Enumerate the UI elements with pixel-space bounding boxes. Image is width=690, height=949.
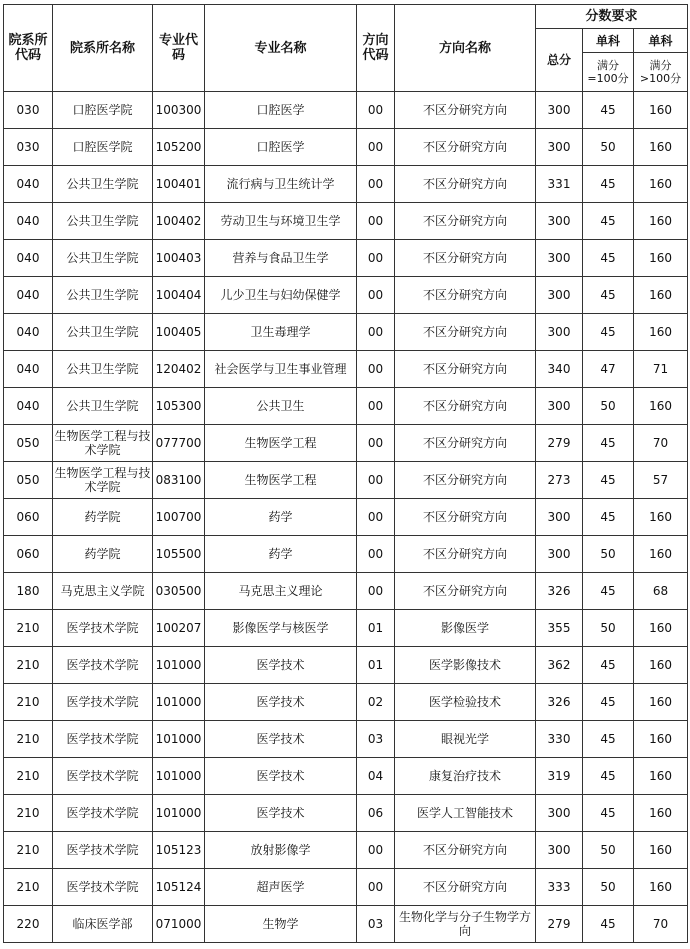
table-row bbox=[4, 832, 688, 869]
dir-name-cell: 不区分研究方向 bbox=[395, 869, 536, 906]
dir-name-cell: 医学检验技术 bbox=[395, 684, 536, 721]
dept-name-cell: 生物医学工程与技术学院 bbox=[53, 462, 153, 499]
dept-code-cell: 040 bbox=[4, 240, 53, 277]
total-score-cell: 300 bbox=[536, 795, 583, 832]
header-single-2-sub: 满分>100分 bbox=[634, 53, 688, 92]
single-score-1-cell: 45 bbox=[583, 166, 634, 203]
total-score-cell: 300 bbox=[536, 240, 583, 277]
total-score-cell: 326 bbox=[536, 573, 583, 610]
total-score-cell: 300 bbox=[536, 129, 583, 166]
header-dept-code: 院系所代码 bbox=[4, 5, 53, 92]
total-score-cell: 330 bbox=[536, 721, 583, 758]
dept-code-cell: 050 bbox=[4, 462, 53, 499]
table-row bbox=[4, 277, 688, 314]
dept-code-cell: 210 bbox=[4, 869, 53, 906]
single-score-2-cell: 160 bbox=[634, 388, 688, 425]
single-score-2-cell: 160 bbox=[634, 721, 688, 758]
dir-name-cell: 生物化学与分子生物学方向 bbox=[395, 906, 536, 943]
dept-code-cell: 030 bbox=[4, 129, 53, 166]
dir-name-cell: 不区分研究方向 bbox=[395, 166, 536, 203]
single-score-2-cell: 71 bbox=[634, 351, 688, 388]
dir-name-cell: 不区分研究方向 bbox=[395, 129, 536, 166]
single-score-1-cell: 45 bbox=[583, 277, 634, 314]
total-score-cell: 300 bbox=[536, 536, 583, 573]
major-name-cell: 公共卫生 bbox=[205, 388, 357, 425]
total-score-cell: 300 bbox=[536, 203, 583, 240]
total-score-cell: 300 bbox=[536, 92, 583, 129]
table-row bbox=[4, 647, 688, 684]
dir-name-cell: 不区分研究方向 bbox=[395, 240, 536, 277]
total-score-cell: 300 bbox=[536, 388, 583, 425]
major-code-cell: 105300 bbox=[153, 388, 205, 425]
header-total: 总分 bbox=[536, 29, 583, 92]
single-score-1-cell: 45 bbox=[583, 684, 634, 721]
major-code-cell: 105500 bbox=[153, 536, 205, 573]
major-name-cell: 马克思主义理论 bbox=[205, 573, 357, 610]
dept-code-cell: 030 bbox=[4, 92, 53, 129]
major-code-cell: 100404 bbox=[153, 277, 205, 314]
single-score-2-cell: 160 bbox=[634, 536, 688, 573]
single-score-2-cell: 160 bbox=[634, 684, 688, 721]
table-row bbox=[4, 684, 688, 721]
major-name-cell: 流行病与卫生统计学 bbox=[205, 166, 357, 203]
dir-code-cell: 00 bbox=[357, 499, 395, 536]
dir-code-cell: 04 bbox=[357, 758, 395, 795]
single-score-1-cell: 45 bbox=[583, 314, 634, 351]
total-score-cell: 331 bbox=[536, 166, 583, 203]
dir-name-cell: 不区分研究方向 bbox=[395, 314, 536, 351]
dir-code-cell: 00 bbox=[357, 462, 395, 499]
dept-code-cell: 060 bbox=[4, 536, 53, 573]
single-score-2-cell: 160 bbox=[634, 129, 688, 166]
header-score-req: 分数要求 bbox=[536, 5, 688, 29]
single-score-1-cell: 50 bbox=[583, 129, 634, 166]
dept-code-cell: 040 bbox=[4, 388, 53, 425]
single-score-2-cell: 68 bbox=[634, 573, 688, 610]
dir-name-cell: 不区分研究方向 bbox=[395, 832, 536, 869]
major-code-cell: 120402 bbox=[153, 351, 205, 388]
header-row-1 bbox=[4, 5, 688, 29]
single-score-2-cell: 70 bbox=[634, 425, 688, 462]
dir-name-cell: 不区分研究方向 bbox=[395, 92, 536, 129]
single-score-1-cell: 45 bbox=[583, 425, 634, 462]
table-row bbox=[4, 795, 688, 832]
table-row bbox=[4, 92, 688, 129]
dept-name-cell: 公共卫生学院 bbox=[53, 351, 153, 388]
dept-code-cell: 040 bbox=[4, 277, 53, 314]
single-score-1-cell: 45 bbox=[583, 573, 634, 610]
single-score-1-cell: 50 bbox=[583, 610, 634, 647]
dir-name-cell: 不区分研究方向 bbox=[395, 462, 536, 499]
single-score-2-cell: 160 bbox=[634, 314, 688, 351]
dept-code-cell: 210 bbox=[4, 795, 53, 832]
single-score-1-cell: 45 bbox=[583, 721, 634, 758]
dir-code-cell: 00 bbox=[357, 425, 395, 462]
single-score-1-cell: 45 bbox=[583, 92, 634, 129]
major-name-cell: 医学技术 bbox=[205, 758, 357, 795]
major-name-cell: 口腔医学 bbox=[205, 129, 357, 166]
dept-code-cell: 050 bbox=[4, 425, 53, 462]
major-code-cell: 100402 bbox=[153, 203, 205, 240]
dept-name-cell: 公共卫生学院 bbox=[53, 166, 153, 203]
header-dir-code: 方向代码 bbox=[357, 5, 395, 92]
major-name-cell: 影像医学与核医学 bbox=[205, 610, 357, 647]
major-name-cell: 超声医学 bbox=[205, 869, 357, 906]
major-code-cell: 100403 bbox=[153, 240, 205, 277]
table-row bbox=[4, 906, 688, 943]
single-score-2-cell: 160 bbox=[634, 795, 688, 832]
single-score-1-cell: 47 bbox=[583, 351, 634, 388]
dept-code-cell: 210 bbox=[4, 832, 53, 869]
dept-code-cell: 040 bbox=[4, 314, 53, 351]
single-score-2-cell: 160 bbox=[634, 758, 688, 795]
dir-name-cell: 不区分研究方向 bbox=[395, 425, 536, 462]
dept-name-cell: 公共卫生学院 bbox=[53, 240, 153, 277]
major-name-cell: 医学技术 bbox=[205, 647, 357, 684]
dir-name-cell: 医学影像技术 bbox=[395, 647, 536, 684]
table-row bbox=[4, 129, 688, 166]
single-score-2-cell: 160 bbox=[634, 647, 688, 684]
major-code-cell: 100401 bbox=[153, 166, 205, 203]
dir-name-cell: 不区分研究方向 bbox=[395, 277, 536, 314]
major-code-cell: 101000 bbox=[153, 795, 205, 832]
single-score-1-cell: 45 bbox=[583, 203, 634, 240]
major-name-cell: 药学 bbox=[205, 536, 357, 573]
major-name-cell: 生物医学工程 bbox=[205, 462, 357, 499]
single-score-2-cell: 160 bbox=[634, 203, 688, 240]
table-row bbox=[4, 203, 688, 240]
total-score-cell: 319 bbox=[536, 758, 583, 795]
dept-code-cell: 210 bbox=[4, 758, 53, 795]
major-code-cell: 105200 bbox=[153, 129, 205, 166]
total-score-cell: 355 bbox=[536, 610, 583, 647]
table-row bbox=[4, 573, 688, 610]
dir-code-cell: 00 bbox=[357, 166, 395, 203]
single-score-2-cell: 160 bbox=[634, 277, 688, 314]
dept-name-cell: 医学技术学院 bbox=[53, 610, 153, 647]
major-name-cell: 卫生毒理学 bbox=[205, 314, 357, 351]
table-row bbox=[4, 499, 688, 536]
dir-code-cell: 00 bbox=[357, 314, 395, 351]
single-score-2-cell: 160 bbox=[634, 166, 688, 203]
header-dept-name: 院系所名称 bbox=[53, 5, 153, 92]
dept-name-cell: 口腔医学院 bbox=[53, 129, 153, 166]
table-row bbox=[4, 166, 688, 203]
major-code-cell: 100405 bbox=[153, 314, 205, 351]
dept-name-cell: 药学院 bbox=[53, 499, 153, 536]
single-score-2-cell: 160 bbox=[634, 240, 688, 277]
total-score-cell: 300 bbox=[536, 832, 583, 869]
single-score-2-cell: 70 bbox=[634, 906, 688, 943]
major-name-cell: 社会医学与卫生事业管理 bbox=[205, 351, 357, 388]
header-dir-name: 方向名称 bbox=[395, 5, 536, 92]
table-row bbox=[4, 721, 688, 758]
score-requirements-table bbox=[3, 4, 688, 943]
dir-code-cell: 00 bbox=[357, 573, 395, 610]
dept-name-cell: 医学技术学院 bbox=[53, 832, 153, 869]
major-code-cell: 030500 bbox=[153, 573, 205, 610]
table-row bbox=[4, 536, 688, 573]
dir-code-cell: 00 bbox=[357, 129, 395, 166]
dept-name-cell: 口腔医学院 bbox=[53, 92, 153, 129]
dept-code-cell: 180 bbox=[4, 573, 53, 610]
major-code-cell: 101000 bbox=[153, 721, 205, 758]
single-score-1-cell: 50 bbox=[583, 388, 634, 425]
dept-name-cell: 临床医学部 bbox=[53, 906, 153, 943]
major-code-cell: 100700 bbox=[153, 499, 205, 536]
table-row bbox=[4, 758, 688, 795]
dept-name-cell: 医学技术学院 bbox=[53, 647, 153, 684]
single-score-1-cell: 45 bbox=[583, 906, 634, 943]
total-score-cell: 279 bbox=[536, 425, 583, 462]
dept-name-cell: 医学技术学院 bbox=[53, 721, 153, 758]
dept-code-cell: 210 bbox=[4, 721, 53, 758]
single-score-1-cell: 45 bbox=[583, 499, 634, 536]
single-score-2-cell: 160 bbox=[634, 610, 688, 647]
single-score-1-cell: 45 bbox=[583, 462, 634, 499]
table-row bbox=[4, 240, 688, 277]
major-name-cell: 生物医学工程 bbox=[205, 425, 357, 462]
table-row bbox=[4, 314, 688, 351]
single-score-1-cell: 50 bbox=[583, 869, 634, 906]
major-code-cell: 071000 bbox=[153, 906, 205, 943]
dir-name-cell: 不区分研究方向 bbox=[395, 203, 536, 240]
major-name-cell: 药学 bbox=[205, 499, 357, 536]
single-score-1-cell: 50 bbox=[583, 536, 634, 573]
single-score-1-cell: 50 bbox=[583, 832, 634, 869]
dept-name-cell: 医学技术学院 bbox=[53, 684, 153, 721]
dept-code-cell: 060 bbox=[4, 499, 53, 536]
table-row bbox=[4, 869, 688, 906]
major-code-cell: 105124 bbox=[153, 869, 205, 906]
dept-name-cell: 医学技术学院 bbox=[53, 758, 153, 795]
dept-code-cell: 040 bbox=[4, 351, 53, 388]
dir-code-cell: 06 bbox=[357, 795, 395, 832]
table-row bbox=[4, 610, 688, 647]
major-name-cell: 放射影像学 bbox=[205, 832, 357, 869]
total-score-cell: 273 bbox=[536, 462, 583, 499]
total-score-cell: 362 bbox=[536, 647, 583, 684]
major-code-cell: 100300 bbox=[153, 92, 205, 129]
total-score-cell: 279 bbox=[536, 906, 583, 943]
dir-code-cell: 00 bbox=[357, 203, 395, 240]
dept-name-cell: 公共卫生学院 bbox=[53, 314, 153, 351]
dir-name-cell: 不区分研究方向 bbox=[395, 536, 536, 573]
dir-name-cell: 不区分研究方向 bbox=[395, 499, 536, 536]
single-score-1-cell: 45 bbox=[583, 647, 634, 684]
header-major-code: 专业代码 bbox=[153, 5, 205, 92]
total-score-cell: 340 bbox=[536, 351, 583, 388]
dir-code-cell: 00 bbox=[357, 351, 395, 388]
major-code-cell: 100207 bbox=[153, 610, 205, 647]
dir-name-cell: 康复治疗技术 bbox=[395, 758, 536, 795]
total-score-cell: 300 bbox=[536, 314, 583, 351]
table-row bbox=[4, 388, 688, 425]
dir-name-cell: 不区分研究方向 bbox=[395, 388, 536, 425]
dir-code-cell: 00 bbox=[357, 92, 395, 129]
dept-code-cell: 040 bbox=[4, 203, 53, 240]
dir-name-cell: 医学人工智能技术 bbox=[395, 795, 536, 832]
dept-name-cell: 医学技术学院 bbox=[53, 795, 153, 832]
dir-code-cell: 01 bbox=[357, 647, 395, 684]
dept-name-cell: 公共卫生学院 bbox=[53, 277, 153, 314]
dept-code-cell: 210 bbox=[4, 610, 53, 647]
dept-code-cell: 220 bbox=[4, 906, 53, 943]
dir-code-cell: 01 bbox=[357, 610, 395, 647]
dept-code-cell: 040 bbox=[4, 166, 53, 203]
single-score-2-cell: 57 bbox=[634, 462, 688, 499]
single-score-1-cell: 45 bbox=[583, 795, 634, 832]
major-name-cell: 儿少卫生与妇幼保健学 bbox=[205, 277, 357, 314]
dir-code-cell: 00 bbox=[357, 277, 395, 314]
dept-name-cell: 生物医学工程与技术学院 bbox=[53, 425, 153, 462]
dir-name-cell: 影像医学 bbox=[395, 610, 536, 647]
dir-name-cell: 眼视光学 bbox=[395, 721, 536, 758]
major-code-cell: 083100 bbox=[153, 462, 205, 499]
major-code-cell: 105123 bbox=[153, 832, 205, 869]
header-single-1: 单科 bbox=[583, 29, 634, 53]
dept-name-cell: 药学院 bbox=[53, 536, 153, 573]
header-single-1-sub: 满分=100分 bbox=[583, 53, 634, 92]
single-score-2-cell: 160 bbox=[634, 92, 688, 129]
dept-name-cell: 公共卫生学院 bbox=[53, 388, 153, 425]
single-score-1-cell: 45 bbox=[583, 240, 634, 277]
dir-name-cell: 不区分研究方向 bbox=[395, 351, 536, 388]
dir-code-cell: 03 bbox=[357, 906, 395, 943]
dir-code-cell: 00 bbox=[357, 388, 395, 425]
dept-name-cell: 公共卫生学院 bbox=[53, 203, 153, 240]
total-score-cell: 333 bbox=[536, 869, 583, 906]
single-score-2-cell: 160 bbox=[634, 869, 688, 906]
dir-code-cell: 00 bbox=[357, 240, 395, 277]
dept-name-cell: 医学技术学院 bbox=[53, 869, 153, 906]
major-name-cell: 营养与食品卫生学 bbox=[205, 240, 357, 277]
dept-name-cell: 马克思主义学院 bbox=[53, 573, 153, 610]
header-single-2: 单科 bbox=[634, 29, 688, 53]
total-score-cell: 300 bbox=[536, 499, 583, 536]
total-score-cell: 326 bbox=[536, 684, 583, 721]
dir-code-cell: 00 bbox=[357, 869, 395, 906]
major-code-cell: 101000 bbox=[153, 758, 205, 795]
single-score-2-cell: 160 bbox=[634, 832, 688, 869]
single-score-1-cell: 45 bbox=[583, 758, 634, 795]
major-code-cell: 101000 bbox=[153, 647, 205, 684]
dept-code-cell: 210 bbox=[4, 684, 53, 721]
major-name-cell: 生物学 bbox=[205, 906, 357, 943]
major-code-cell: 101000 bbox=[153, 684, 205, 721]
table-row bbox=[4, 425, 688, 462]
total-score-cell: 300 bbox=[536, 277, 583, 314]
major-code-cell: 077700 bbox=[153, 425, 205, 462]
single-score-2-cell: 160 bbox=[634, 499, 688, 536]
dept-code-cell: 210 bbox=[4, 647, 53, 684]
dir-name-cell: 不区分研究方向 bbox=[395, 573, 536, 610]
major-name-cell: 医学技术 bbox=[205, 795, 357, 832]
header-major-name: 专业名称 bbox=[205, 5, 357, 92]
dir-code-cell: 03 bbox=[357, 721, 395, 758]
dir-code-cell: 02 bbox=[357, 684, 395, 721]
dir-code-cell: 00 bbox=[357, 832, 395, 869]
major-name-cell: 劳动卫生与环境卫生学 bbox=[205, 203, 357, 240]
table-row bbox=[4, 462, 688, 499]
major-name-cell: 医学技术 bbox=[205, 721, 357, 758]
table-body bbox=[4, 92, 688, 943]
major-name-cell: 医学技术 bbox=[205, 684, 357, 721]
dir-code-cell: 00 bbox=[357, 536, 395, 573]
major-name-cell: 口腔医学 bbox=[205, 92, 357, 129]
table-row bbox=[4, 351, 688, 388]
